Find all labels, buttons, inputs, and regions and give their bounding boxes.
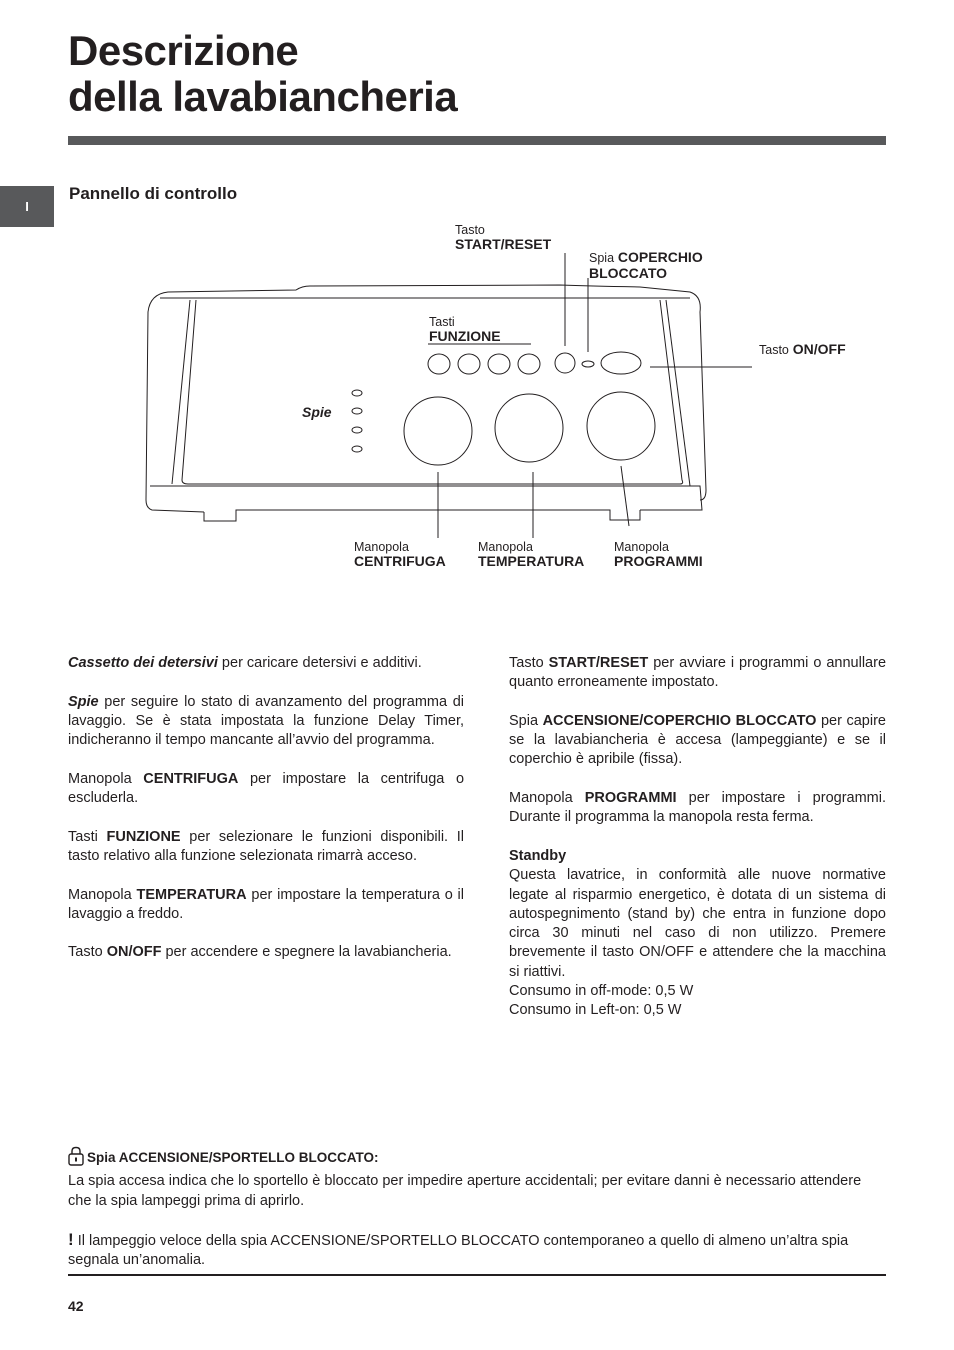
paragraph-text: per impostare la temperatura o il lavaggio a freddo.: [68, 886, 465, 922]
leader-programmi: [621, 466, 629, 526]
term: Cassetto dei detersivi: [68, 655, 218, 671]
paragraph-text: per caricare detersivi e additivi.: [217, 655, 422, 671]
title-divider: [68, 136, 886, 145]
panel-inner-right-rim: [666, 300, 690, 486]
panel-foot-left: [204, 510, 640, 521]
start-reset-button: [555, 353, 575, 373]
standby-consumo-off: Consumo in off-mode: 0,5 W: [509, 983, 694, 1000]
function-button-3: [488, 354, 510, 374]
page-number: 42: [68, 1298, 84, 1314]
paragraph-lead: Tasto: [509, 655, 549, 671]
label-coperchio-bold-1: COPERCHIO: [617, 249, 703, 265]
paragraph-text: per seguire lo stato di avanzamento del programma di lavaggio. Se è stata impostata la funzione Delay Timer, indicheranno il tempo mancante all’avvio del programma.: [68, 693, 464, 749]
label-temperatura-bold: TEMPERATURA: [478, 553, 585, 569]
label-centrifuga-bold: CENTRIFUGA: [354, 553, 446, 569]
paragraph-coperchio: [509, 712, 886, 770]
page-title-line2: della lavabiancheria: [68, 73, 458, 120]
label-coperchio-small: Spia: [589, 251, 615, 265]
paragraph-lead: Manopola: [68, 886, 137, 903]
page-title: [68, 28, 457, 120]
standby-consumo-lefton: Consumo in Left-on: 0,5 W: [509, 1002, 682, 1019]
warning-text: Il lampeggio veloce della spia ACCENSIONE/SPORTELLO BLOCCATO contemporaneo a quello di almeno un’altra spia segnala un’anomalia.: [68, 1232, 849, 1269]
label-coperchio-bold-2: BLOCCATO: [589, 265, 668, 281]
lock-icon: [68, 1146, 84, 1172]
label-funzione: [429, 315, 501, 344]
paragraph-lead: Tasto: [68, 944, 107, 961]
term: ON/OFF: [106, 944, 162, 961]
led-indicator-3: [352, 427, 362, 433]
term: START/RESET: [548, 655, 649, 671]
paragraph-text: per selezionare le funzioni disponibili. Il tasto relativo alla funzione selezionata rimarrà acceso.: [68, 828, 464, 864]
panel-inner-left-rim: [172, 300, 190, 484]
note-text: La spia accesa indica che lo sportello è bloccato per impedire aperture accidentali; per evitare danni è necessario attendere che la spia lampeggi prima di aprirlo.: [68, 1173, 862, 1209]
function-button-4: [518, 354, 540, 374]
label-onoff-small: Tasto: [759, 343, 789, 357]
standby-heading: Standby: [509, 847, 567, 864]
control-panel-diagram: [0, 220, 954, 550]
paragraph-text: per capire se la lavabiancheria è accesa (lampeggiante) e se il coperchio è apribile (fissa).: [509, 712, 886, 768]
footer-divider: [68, 1274, 886, 1276]
term: CENTRIFUGA: [143, 770, 239, 787]
term: PROGRAMMI: [584, 790, 677, 807]
label-programmi-small: Manopola: [614, 540, 669, 554]
led-indicator-2: [352, 408, 362, 414]
label-start-reset: [455, 223, 551, 252]
term: Spie: [68, 693, 99, 710]
standby-section: [509, 847, 886, 1021]
paragraph-funzione: [68, 828, 464, 867]
paragraph-text: per impostare i programmi. Durante il programma la manopola resta ferma.: [509, 790, 886, 826]
paragraph-cassetto: [68, 654, 464, 673]
standby-text: Questa lavatrice, in conformità alle nuove normative legate al risparmio energetico, è dotata di un sistema di autospegnimento (stand by) che entra in funzione dopo circa 30 minuti nel caso di non utilizzo. Premere brevemente il tasto ON/OFF e attendere che la macchina si riattivi.: [509, 867, 886, 980]
temperature-knob: [495, 394, 563, 462]
label-onoff-bold: ON/OFF: [792, 341, 846, 357]
label-onoff: [759, 342, 846, 358]
label-programmi-bold: PROGRAMMI: [614, 553, 703, 569]
language-tab-label: I: [25, 199, 29, 214]
label-start-reset-bold: START/RESET: [455, 236, 552, 252]
program-knob: [587, 392, 655, 460]
label-temperatura: [478, 540, 584, 569]
term: FUNZIONE: [106, 828, 181, 845]
label-centrifuga: [354, 540, 446, 569]
lid-lock-led: [582, 361, 594, 367]
function-button-2: [458, 354, 480, 374]
led-indicator-4: [352, 446, 362, 452]
warning-paragraph: [68, 1230, 886, 1271]
label-funzione-small: Tasti: [429, 315, 455, 329]
panel-bottom-lip: [150, 486, 702, 510]
paragraph-lead: Manopola: [68, 770, 144, 787]
function-button-1: [428, 354, 450, 374]
paragraph-temperatura: [68, 886, 464, 925]
term: ACCENSIONE/COPERCHIO BLOCCATO: [542, 712, 817, 729]
paragraph-text: per avviare i programmi o annullare quanto erroneamente impostato.: [509, 655, 887, 691]
on-off-button: [601, 352, 641, 374]
label-temperatura-small: Manopola: [478, 540, 533, 554]
spin-knob: [404, 397, 472, 465]
term: TEMPERATURA: [136, 886, 247, 903]
panel-left-edge: [146, 312, 204, 512]
paragraph-lead: Manopola: [509, 790, 585, 807]
label-funzione-bold: FUNZIONE: [429, 328, 501, 344]
note-heading: Spia ACCENSIONE/SPORTELLO BLOCCATO:: [87, 1150, 379, 1165]
section-title: Pannello di controllo: [69, 184, 238, 203]
paragraph-spie: [68, 693, 464, 751]
led-indicator-1: [352, 390, 362, 396]
paragraph-text: per impostare la centrifuga o escluderla.: [68, 770, 465, 807]
label-coperchio: [589, 250, 703, 281]
paragraph-text: per accendere e spegnere la lavabiancheria.: [161, 944, 452, 961]
page-title-line1: Descrizione: [68, 27, 299, 74]
label-spie: Spie: [302, 404, 332, 420]
label-centrifuga-small: Manopola: [354, 540, 409, 554]
paragraph-programmi: [509, 789, 886, 828]
lock-note: [68, 1146, 886, 1289]
paragraph-onoff: [68, 943, 464, 962]
paragraph-lead: Tasti: [68, 828, 107, 845]
label-start-reset-small: Tasto: [455, 223, 485, 237]
paragraph-centrifuga: [68, 770, 464, 809]
left-column: [68, 654, 464, 982]
paragraph-lead: Spia: [509, 712, 543, 729]
warning-icon: !: [68, 1229, 74, 1249]
label-programmi: [614, 540, 703, 569]
paragraph-start-reset: [509, 654, 886, 693]
right-column: [509, 654, 886, 1021]
